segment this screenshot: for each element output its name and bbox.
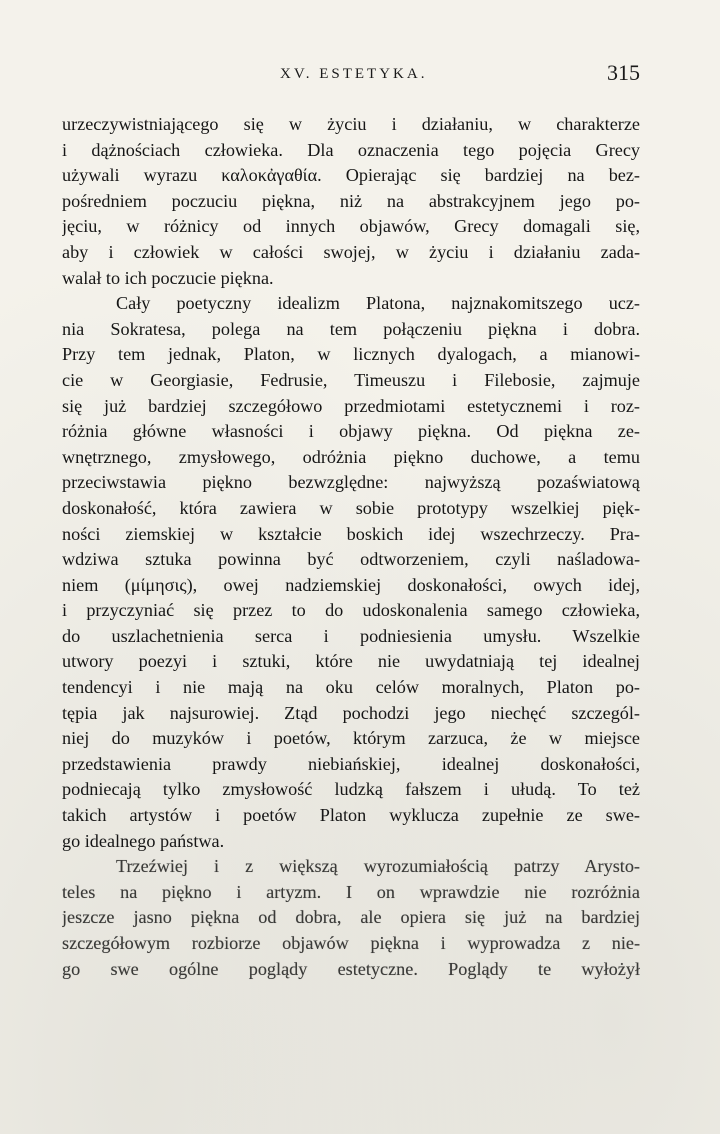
text-line: przeciwstawia piękno bezwzględne: najwyższą pozaświatową [62, 472, 640, 493]
text-line: urzeczywistniającego się w życiu i działaniu, w charakterze [62, 114, 640, 134]
text-line: aby i człowiek w całości swojej, w życiu i działaniu zada- [62, 241, 640, 262]
page-number: 315 [607, 60, 640, 85]
text-line: teles na piękno i artyzm. I on wprawdzie nie rozróżnia [62, 881, 640, 902]
text-line: go idealnego państwa. [62, 830, 225, 851]
text-line: pośredniem poczuciu piękna, niż na abstrakcyjnem jego po- [62, 190, 640, 211]
running-header [60, 62, 640, 92]
text-line: Trzeźwiej i z większą wyrozumiałością patrzy Arysto- [116, 856, 640, 877]
text-line: wdziwa sztuka powinna być odtworzeniem, czyli naśladowa- [62, 549, 640, 570]
text-line: wnętrznego, zmysłowego, odróżnia piękno duchowe, a temu [62, 446, 640, 467]
text-line: niem (μίμησις), owej nadziemskiej doskonałości, owych idej, [62, 574, 640, 595]
text-line: do uszlachetnienia serca i podniesienia umysłu. Wszelkie [62, 625, 640, 646]
text-line: i dążnościach człowieka. Dla oznaczenia tego pojęcia Grecy [62, 139, 640, 160]
text-line: szczegółowym rozbiorze objawów piękna i wyprowadza z nie- [62, 933, 640, 953]
body-text [62, 112, 640, 982]
text-line: cie w Georgiasie, Fedrusie, Timeuszu i Filebosie, zajmuje [62, 369, 640, 390]
text-line: Cały poetyczny idealizm Platona, najznakomitszego ucz- [116, 293, 640, 314]
text-line: jęciu, w różnicy od innych objawów, Grecy domagali się, [62, 216, 640, 237]
text-line: nia Sokratesa, polega na tem połączeniu piękna i dobra. [62, 318, 640, 339]
text-line: go swe ogólne poglądy estetyczne. Poglądy te wyłożył [62, 958, 640, 979]
text-line: niej do muzyków i poetów, którym zarzuca, że w miejsce [62, 728, 640, 749]
text-line: tendencyi i nie mają na oku celów moralnych, Platon po- [62, 677, 640, 698]
text-line: ności ziemskiej w kształcie boskich idej wszechrzeczy. Pra- [62, 523, 640, 544]
text-line: walał to ich poczucie piękna. [62, 267, 274, 288]
text-line: podniecają tylko zmysłowość ludzką fałszem i ułudą. To też [62, 779, 640, 800]
text-line: Przy tem jednak, Platon, w licznych dyalogach, a mianowi- [62, 344, 640, 365]
text-line: się już bardziej szczegółowo przedmiotami estetycznemi i roz- [62, 395, 640, 416]
text-line: utwory poezyi i sztuki, które nie uwydatniają tej idealnej [62, 651, 640, 672]
text-line: jeszcze jasno piękna od dobra, ale opiera się już na bardziej [62, 907, 640, 928]
running-title: XV. ESTETYKA. [280, 66, 428, 82]
text-line: tępia jak najsurowiej. Ztąd pochodzi jego niechęć szczegól- [62, 702, 640, 723]
text-line: różnia główne własności i objawy piękna. Od piękna ze- [62, 421, 640, 442]
text-line: doskonałość, która zawiera w sobie prototypy wszelkiej pięk- [62, 497, 640, 518]
text-line: takich artystów i poetów Platon wyklucza zupełnie ze swe- [62, 805, 640, 826]
text-line: i przyczyniać się przez to do udoskonalenia samego człowieka, [62, 600, 640, 621]
text-line: używali wyrazu καλοκἀγαθία. Opierając się bardziej na bez- [62, 165, 640, 186]
text-line: przedstawienia prawdy niebiańskiej, idealnej doskonałości, [62, 753, 640, 774]
